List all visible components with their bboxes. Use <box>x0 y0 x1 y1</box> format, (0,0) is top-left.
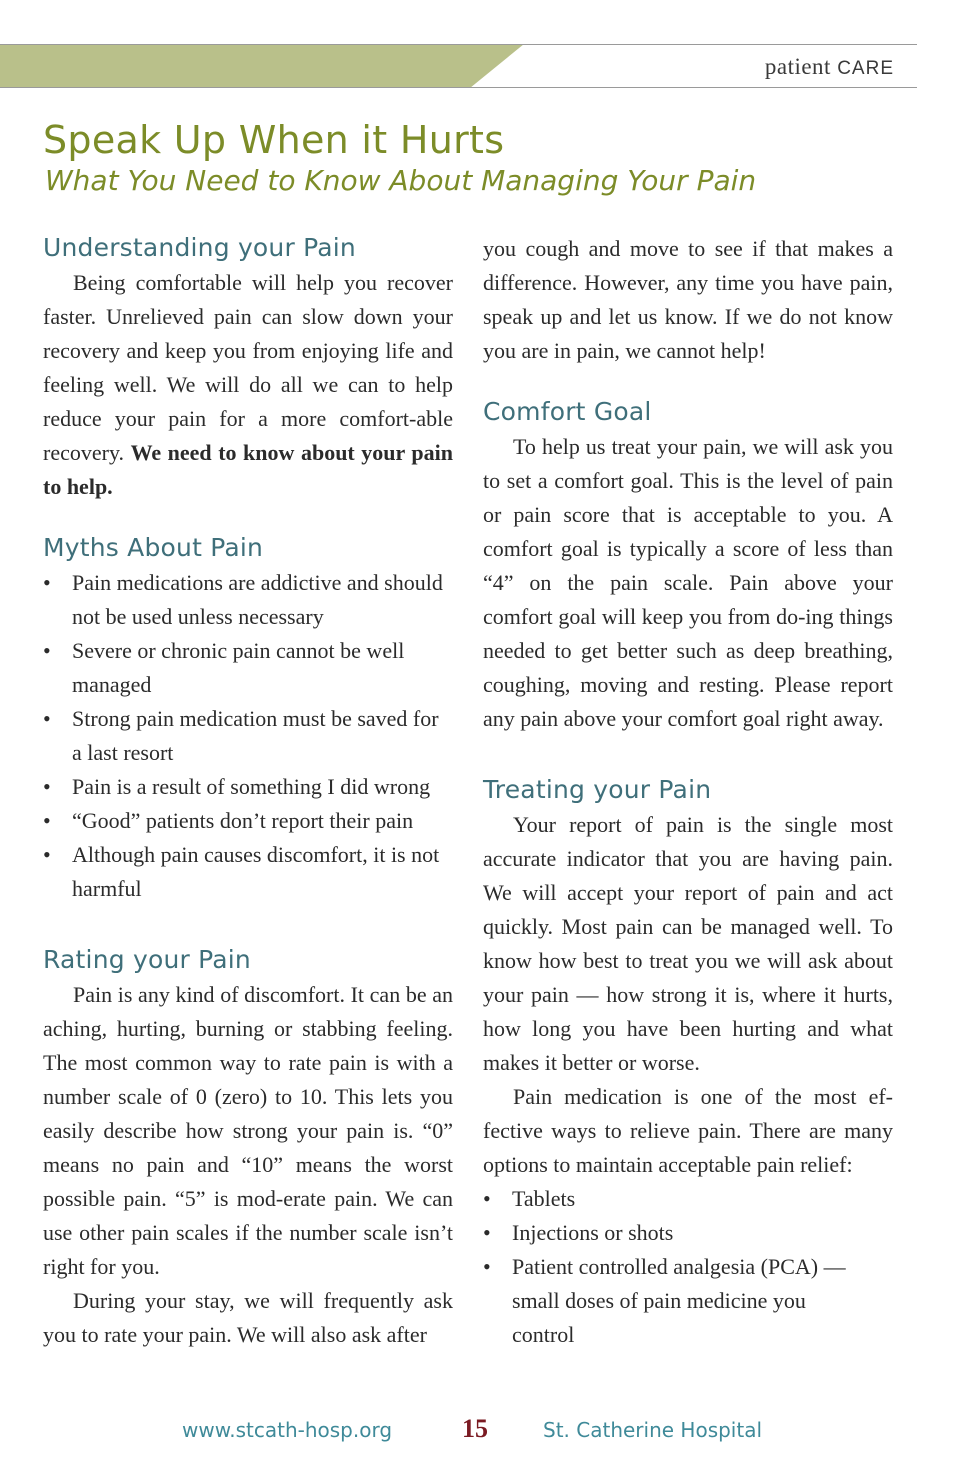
treating-para2: Pain medication is one of the most ef-fective ways to relieve pain. There are many options to maintain acceptable pain relief: <box>483 1084 893 1177</box>
list-item <box>43 702 453 770</box>
bullet-icon: • <box>43 638 51 663</box>
bullet-icon: • <box>483 1186 491 1211</box>
myth-text: Pain medications are addictive and should not be used unless necessary <box>72 570 443 629</box>
rating-para2-continued: you cough and move to see if that makes a difference. However, any time you have pain, speak up and let us know. If we do not know you are in pain, we cannot help! <box>483 236 893 363</box>
option-text: Tablets <box>512 1186 576 1211</box>
article-subtitle: What You Need to Know About Managing Your Pain <box>45 164 757 197</box>
bullet-icon: • <box>43 774 51 799</box>
option-text: Patient controlled analgesia (PCA) — small doses of pain medicine you control <box>512 1254 846 1347</box>
website-link[interactable]: www.stcath-hosp.org <box>182 1418 393 1442</box>
treating-para1: Your report of pain is the single most accurate indicator that you are having pain. We will accept your report of pain and act quickly. Most pain can be managed well. To know how best to treat you we will ask about your pain — how strong it is, where it hurts, how long you have been hurting and what makes it better or worse. <box>483 812 893 1075</box>
myth-text: “Good” patients don’t report their pain <box>72 808 414 833</box>
comfort-heading: Comfort Goal <box>483 397 652 426</box>
page-footer <box>0 1414 960 1448</box>
rating-heading: Rating your Pain <box>43 945 251 974</box>
bullet-icon: • <box>43 570 51 595</box>
page-number: 15 <box>462 1414 488 1443</box>
list-item <box>43 770 453 804</box>
bullet-icon: • <box>483 1254 491 1279</box>
bullet-icon: • <box>43 842 51 867</box>
article-title: Speak Up When it Hurts <box>43 118 505 162</box>
right-column <box>483 230 893 1352</box>
treatment-options-list <box>483 1182 893 1352</box>
understanding-body <box>43 266 453 504</box>
list-item <box>43 804 453 838</box>
myth-text: Strong pain medication must be saved for a last resort <box>72 706 439 765</box>
understanding-heading: Understanding your Pain <box>43 233 356 262</box>
comfort-body: To help us treat your pain, we will ask you to set a comfort goal. This is the level of pain or pain score that is acceptable to you. A comfort goal is typically a score of less than “4” on the pain scale. Pain above your comfort goal will keep you from do-ing things needed to get better such as deep breathing, coughing, moving and resting. Please report any pain above your comfort goal right away. <box>483 434 893 731</box>
left-column <box>43 230 453 1352</box>
list-item <box>43 634 453 702</box>
section-label-word: patient <box>764 54 831 79</box>
rating-para2: During your stay, we will frequently ask you to rate your pain. We will also ask after <box>43 1288 453 1347</box>
myths-heading: Myths About Pain <box>43 533 264 562</box>
understanding-bold: We need to know about your pain to help. <box>43 440 454 499</box>
list-item <box>43 838 453 906</box>
understanding-text: Being comfortable will help you recover faster. Unrelieved pain can slow down your recovery and keep you from enjoying life and feeling well. We will do all we can to help reduce your pain for a more comfort-able recovery. <box>43 270 453 465</box>
section-label <box>765 54 894 80</box>
bullet-icon: • <box>483 1220 491 1245</box>
myth-text: Severe or chronic pain cannot be well managed <box>72 638 405 697</box>
myths-list <box>43 566 453 906</box>
myth-text: Pain is a result of something I did wrong <box>72 774 431 799</box>
treating-heading: Treating your Pain <box>483 775 712 804</box>
list-item <box>483 1250 893 1352</box>
option-text: Injections or shots <box>512 1220 674 1245</box>
rating-para1: Pain is any kind of discomfort. It can be an aching, hurting, burning or stabbing feeling. The most common way to rate pain is with a number scale of 0 (zero) to 10. This lets you easily describe how strong your pain is. “0” means no pain and “10” means the worst possible pain. “5” is mod-erate pain. We can use other pain scales if the number scale isn’t right for you. <box>43 982 453 1279</box>
bullet-icon: • <box>43 808 51 833</box>
hospital-name: St. Catherine Hospital <box>543 1418 763 1442</box>
list-item <box>483 1216 893 1250</box>
list-item <box>43 566 453 634</box>
section-label-caps: CARE <box>837 58 894 79</box>
bullet-icon: • <box>43 706 51 731</box>
myth-text: Although pain causes discomfort, it is not harmful <box>72 842 440 901</box>
list-item <box>483 1182 893 1216</box>
